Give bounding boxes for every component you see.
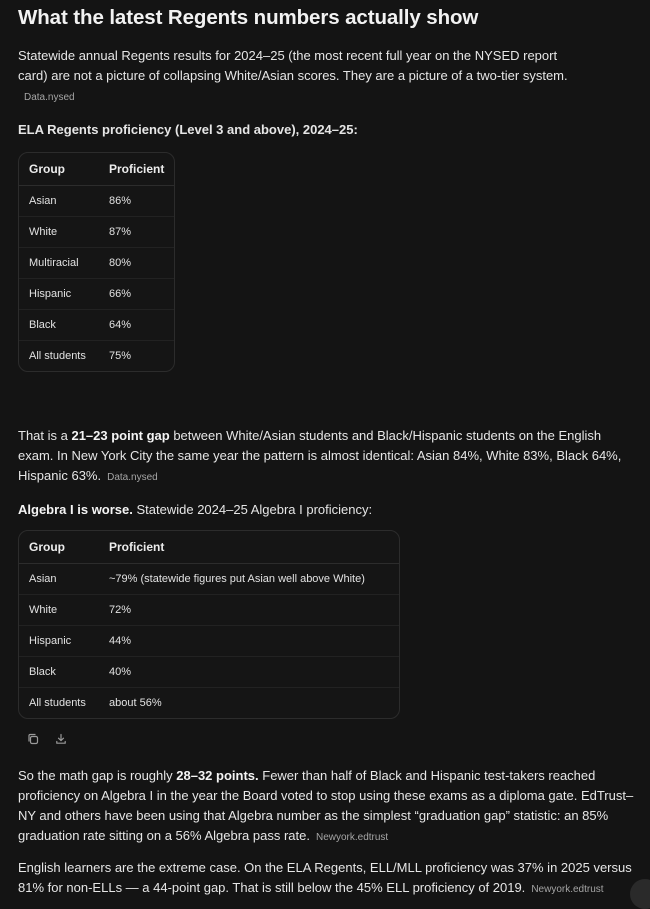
table-row xyxy=(19,688,399,718)
source-link-edtrust[interactable]: Newyork.edtrust xyxy=(531,884,604,895)
cell-group: Black xyxy=(19,310,99,341)
cell-group: Black xyxy=(19,657,99,688)
scroll-button[interactable] xyxy=(630,879,650,909)
table-row xyxy=(19,657,399,688)
column-header-proficient: Proficient xyxy=(99,153,174,186)
cell-proficient: 75% xyxy=(109,350,132,362)
table-row xyxy=(19,595,399,626)
table-header-row xyxy=(19,531,399,564)
cell-proficient: 87% xyxy=(99,217,174,248)
intro-text: Statewide annual Regents results for 2024–25 (the most recent full year on the NYSED report card) are not a picture of collapsing White/Asian scores. They are a picture of a two-tier system. xyxy=(18,48,568,83)
cell-proficient: 66% xyxy=(99,279,174,310)
cell-group: Hispanic xyxy=(19,626,99,657)
cell-proficient: 64% xyxy=(99,310,174,341)
cell-group: Multiracial xyxy=(19,248,99,279)
algebra-heading-bold: Algebra I is worse. xyxy=(18,502,133,517)
intro-paragraph xyxy=(18,46,578,106)
cell-proficient: ~79% (statewide figures put Asian well above White) xyxy=(99,564,399,595)
math-text-bold: 28–32 points. xyxy=(176,768,259,783)
source-link-nysed[interactable]: Data.nysed xyxy=(24,92,75,103)
gap-paragraph xyxy=(18,426,638,486)
ell-paragraph xyxy=(18,858,638,898)
source-link-edtrust[interactable]: Newyork.edtrust xyxy=(315,832,389,843)
cell-group: Hispanic xyxy=(19,279,99,310)
table-row xyxy=(19,341,174,371)
cell-group: White xyxy=(19,217,99,248)
math-text-pre: So the math gap is roughly xyxy=(18,768,177,783)
table-row xyxy=(19,248,174,279)
table-header-row xyxy=(19,153,174,186)
column-header-proficient: Proficient xyxy=(99,531,399,564)
cell-group: Asian xyxy=(19,564,99,595)
spacer xyxy=(18,372,638,426)
cell-group: Asian xyxy=(19,186,99,217)
gap-text-post: between White/Asian students and Black/Hispanic students on the English exam. In New York City the same year the pattern is almost identical: Asian 84%, White 83%, Black 64%, Hispanic 63%. xyxy=(18,428,622,483)
table-actions xyxy=(18,727,638,751)
ela-heading: ELA Regents proficiency (Level 3 and above), 2024–25: xyxy=(18,122,358,137)
cell-group: All students xyxy=(29,697,86,709)
cell-group: All students xyxy=(29,350,86,362)
cell-proficient: 72% xyxy=(99,595,399,626)
cell-proficient: 40% xyxy=(99,657,399,688)
cell-proficient: about 56% xyxy=(109,697,162,709)
gap-text-bold: 21–23 point gap xyxy=(71,428,170,443)
table-row xyxy=(19,217,174,248)
math-text-post: Fewer than half of Black and Hispanic test-takers reached proficiency on Algebra I in the year the Board voted to stop using these exams as a diploma gate. EdTrust–NY and others have been using that Algebra number as the simplest “graduation gap” statistic: an 85% graduation rate sitting on a 56% Algebra pass rate. xyxy=(18,768,634,843)
math-gap-paragraph xyxy=(18,766,638,846)
table-row xyxy=(19,564,399,595)
column-header-group: Group xyxy=(19,153,99,186)
algebra-proficiency-table xyxy=(18,530,400,719)
cell-proficient: 44% xyxy=(99,626,399,657)
column-header-group: Group xyxy=(19,531,99,564)
table-row xyxy=(19,279,174,310)
page-title: What the latest Regents numbers actually show xyxy=(18,6,479,29)
table-row xyxy=(19,626,399,657)
cell-proficient: 80% xyxy=(99,248,174,279)
source-link-nysed[interactable]: Data.nysed xyxy=(107,472,158,483)
download-icon[interactable] xyxy=(54,732,68,746)
algebra-heading-rest: Statewide 2024–25 Algebra I proficiency: xyxy=(132,502,373,517)
cell-proficient: 86% xyxy=(99,186,174,217)
ela-proficiency-table xyxy=(18,152,175,372)
algebra-heading xyxy=(18,500,638,520)
chat-response xyxy=(18,0,638,898)
table-row xyxy=(19,310,174,341)
ell-text: English learners are the extreme case. On the ELA Regents, ELL/MLL proficiency was 37% in 2025 versus 81% for non-ELLs — a 44-point gap. That is still below the 45% ELL proficiency of 2019. xyxy=(18,860,632,895)
gap-text-pre: That is a xyxy=(18,428,72,443)
table-row xyxy=(19,186,174,217)
cell-group: White xyxy=(19,595,99,626)
copy-icon[interactable] xyxy=(26,732,40,746)
